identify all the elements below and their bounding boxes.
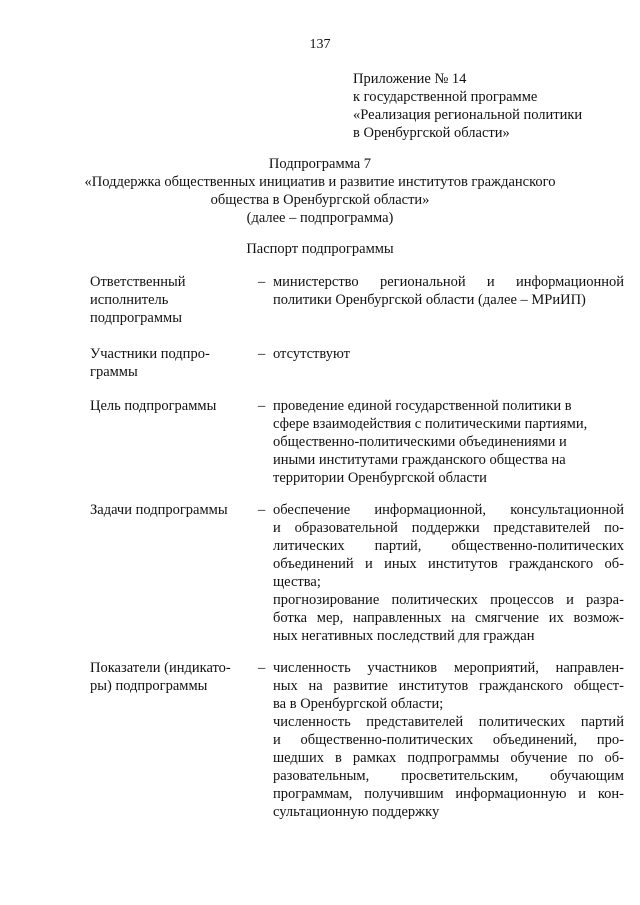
row-label-line: Участники подпро- (90, 346, 210, 362)
row-value-line: сфере взаимодействия с политическими партиями, (273, 416, 588, 432)
row-value-line: отсутствуют (273, 346, 350, 362)
row-value-word: ных (273, 678, 298, 694)
row-value-line: политики Оренбургской области (далее – МРиИП) (273, 292, 586, 308)
row-value-word: образовательной (294, 520, 398, 536)
row-value-word: политических (478, 714, 566, 730)
row-value-word: министерство (273, 274, 359, 290)
row-value-word: на (451, 610, 466, 626)
row-dash: – (258, 502, 266, 518)
row-value-word: и (566, 592, 574, 608)
row-value-word: поддержки (411, 520, 480, 536)
appendix-line: к государственной программе (353, 89, 538, 105)
row-value-word: об- (604, 556, 624, 572)
row-value-line: территории Оренбургской области (273, 470, 487, 486)
row-value-word: гражданского (478, 678, 564, 694)
row-value-line (273, 537, 624, 555)
row-value-word: объединений (273, 556, 354, 572)
row-value-line: сультационную поддержку (273, 804, 440, 820)
row-label (90, 501, 250, 519)
row-value-word: в (335, 750, 342, 766)
appendix-line: «Реализация региональной политики (353, 107, 583, 123)
row-value-word: партий (580, 714, 624, 730)
row-value-word: численность (273, 714, 351, 730)
row-value-word: представителей (366, 714, 464, 730)
row-label (90, 659, 250, 695)
row-value-line: проведение единой государственной политики в (273, 398, 572, 414)
appendix-line: Приложение № 14 (353, 71, 467, 87)
row-value-word: их (548, 610, 564, 626)
row-value-word: участников (367, 660, 438, 676)
row-value-word: информационной, (374, 502, 487, 518)
row-label-line: Ответственный (90, 274, 186, 290)
row-value-word: консультационной (510, 502, 624, 518)
row-value-word: и (578, 786, 586, 802)
page-number: 137 (309, 37, 331, 52)
row-value-word: литических (273, 538, 345, 554)
row-dash: – (258, 660, 266, 676)
row-value (273, 273, 624, 309)
row-value-word: информационную (455, 786, 567, 802)
row-value-word: региональной (380, 274, 466, 290)
row-value-word: подпрограммы (407, 750, 500, 766)
row-value-word: программам, (273, 786, 353, 802)
row-value-word: разовательным, (273, 768, 370, 784)
row-dash: – (258, 398, 266, 414)
row-value-line (273, 609, 624, 627)
row-label-line: Задачи подпрограммы (90, 502, 228, 518)
row-value-word: объединений, (492, 732, 578, 748)
row-value-line (273, 677, 624, 695)
row-value-word: возмож- (573, 610, 624, 626)
row-value-line (273, 749, 624, 767)
row-value-word: развитие (333, 678, 388, 694)
passport-title: Паспорт подпрограммы (246, 241, 394, 257)
row-value-word: институтов (427, 556, 498, 572)
row-value-word: численность (273, 660, 351, 676)
row-value-word: политических (391, 592, 478, 608)
row-value-word: смягчение (475, 610, 539, 626)
row-value-word: обучающим (549, 768, 624, 784)
row-value-line (273, 501, 624, 519)
row-value-word: и (273, 732, 281, 748)
row-label-line: подпрограммы (90, 310, 182, 326)
row-value-line (273, 659, 624, 677)
row-value-line: иными институтами гражданского общества на (273, 452, 566, 468)
row-value-word: обеспечение (273, 502, 351, 518)
row-value-word: направленных (353, 610, 442, 626)
row-value-word: кон- (597, 786, 624, 802)
heading-line: «Поддержка общественных инициатив и развитие институтов гражданского (84, 174, 556, 190)
row-value-word: обучение (510, 750, 568, 766)
row-value-line (273, 273, 624, 291)
row-value (273, 659, 624, 821)
row-label-line: исполнитель (90, 292, 169, 308)
row-value-line (273, 555, 624, 573)
row-label-line: Показатели (индикато- (90, 660, 231, 676)
row-value-line: щества; (273, 574, 321, 590)
row-label (90, 345, 250, 381)
row-value-word: институтов (398, 678, 469, 694)
row-value-word: и (364, 556, 373, 572)
row-value-word: просветительским, (401, 768, 519, 784)
row-value-word: направлен- (555, 660, 624, 676)
row-value-line (273, 713, 624, 731)
row-value (273, 501, 624, 645)
row-value-word: шедших (273, 750, 324, 766)
row-value-word: представителей (493, 520, 591, 536)
row-value-line: общественно-политическими объединениями и (273, 434, 567, 450)
row-dash: – (258, 274, 266, 290)
row-value-word: разра- (586, 592, 624, 608)
appendix-line: в Оренбургской области» (353, 125, 510, 141)
row-value-word: об- (604, 750, 624, 766)
row-value-word: мер, (316, 610, 344, 626)
row-label (90, 273, 250, 327)
heading-line: (далее – подпрограмма) (246, 210, 394, 226)
row-value-word: общест- (573, 678, 624, 694)
row-value-word: рамках (352, 750, 397, 766)
row-value-word: гражданского (509, 556, 594, 572)
row-value-word: прогнозирование (273, 592, 380, 608)
row-value-word: и (273, 520, 281, 536)
row-value-line: ных негативных последствий для граждан (273, 628, 535, 644)
row-label-line: Цель подпрограммы (90, 398, 217, 414)
row-value-line (273, 591, 624, 609)
row-value (273, 345, 624, 363)
row-dash: – (258, 346, 266, 362)
row-value-word: общественно-политических (451, 538, 624, 554)
row-value-line: ва в Оренбургской области; (273, 696, 444, 712)
row-value-word: ботка (273, 610, 308, 626)
subprogram-heading (40, 155, 600, 227)
row-value-word: информационной (515, 274, 624, 290)
row-value-word: по (578, 750, 594, 766)
row-value-word: по- (604, 520, 624, 536)
row-label-line: граммы (90, 364, 138, 380)
appendix-block (353, 70, 623, 142)
row-value-line (273, 785, 624, 803)
row-label-line: ры) подпрограммы (90, 678, 208, 694)
row-value-word: на (308, 678, 323, 694)
row-value-line (273, 731, 624, 749)
row-value-word: общественно-политических (300, 732, 474, 748)
heading-line: Подпрограмма 7 (268, 156, 372, 172)
row-value-word: и (486, 274, 495, 290)
row-value-line (273, 519, 624, 537)
row-value-word: про- (596, 732, 624, 748)
row-value (273, 397, 624, 487)
row-value-word: получившим (364, 786, 444, 802)
row-value-word: партий, (374, 538, 422, 554)
row-value-word: мероприятий, (453, 660, 539, 676)
row-value-word: иных (384, 556, 417, 572)
heading-line: общества в Оренбургской области» (210, 192, 430, 208)
row-value-word: процессов (490, 592, 554, 608)
row-label (90, 397, 250, 415)
row-value-line (273, 767, 624, 785)
